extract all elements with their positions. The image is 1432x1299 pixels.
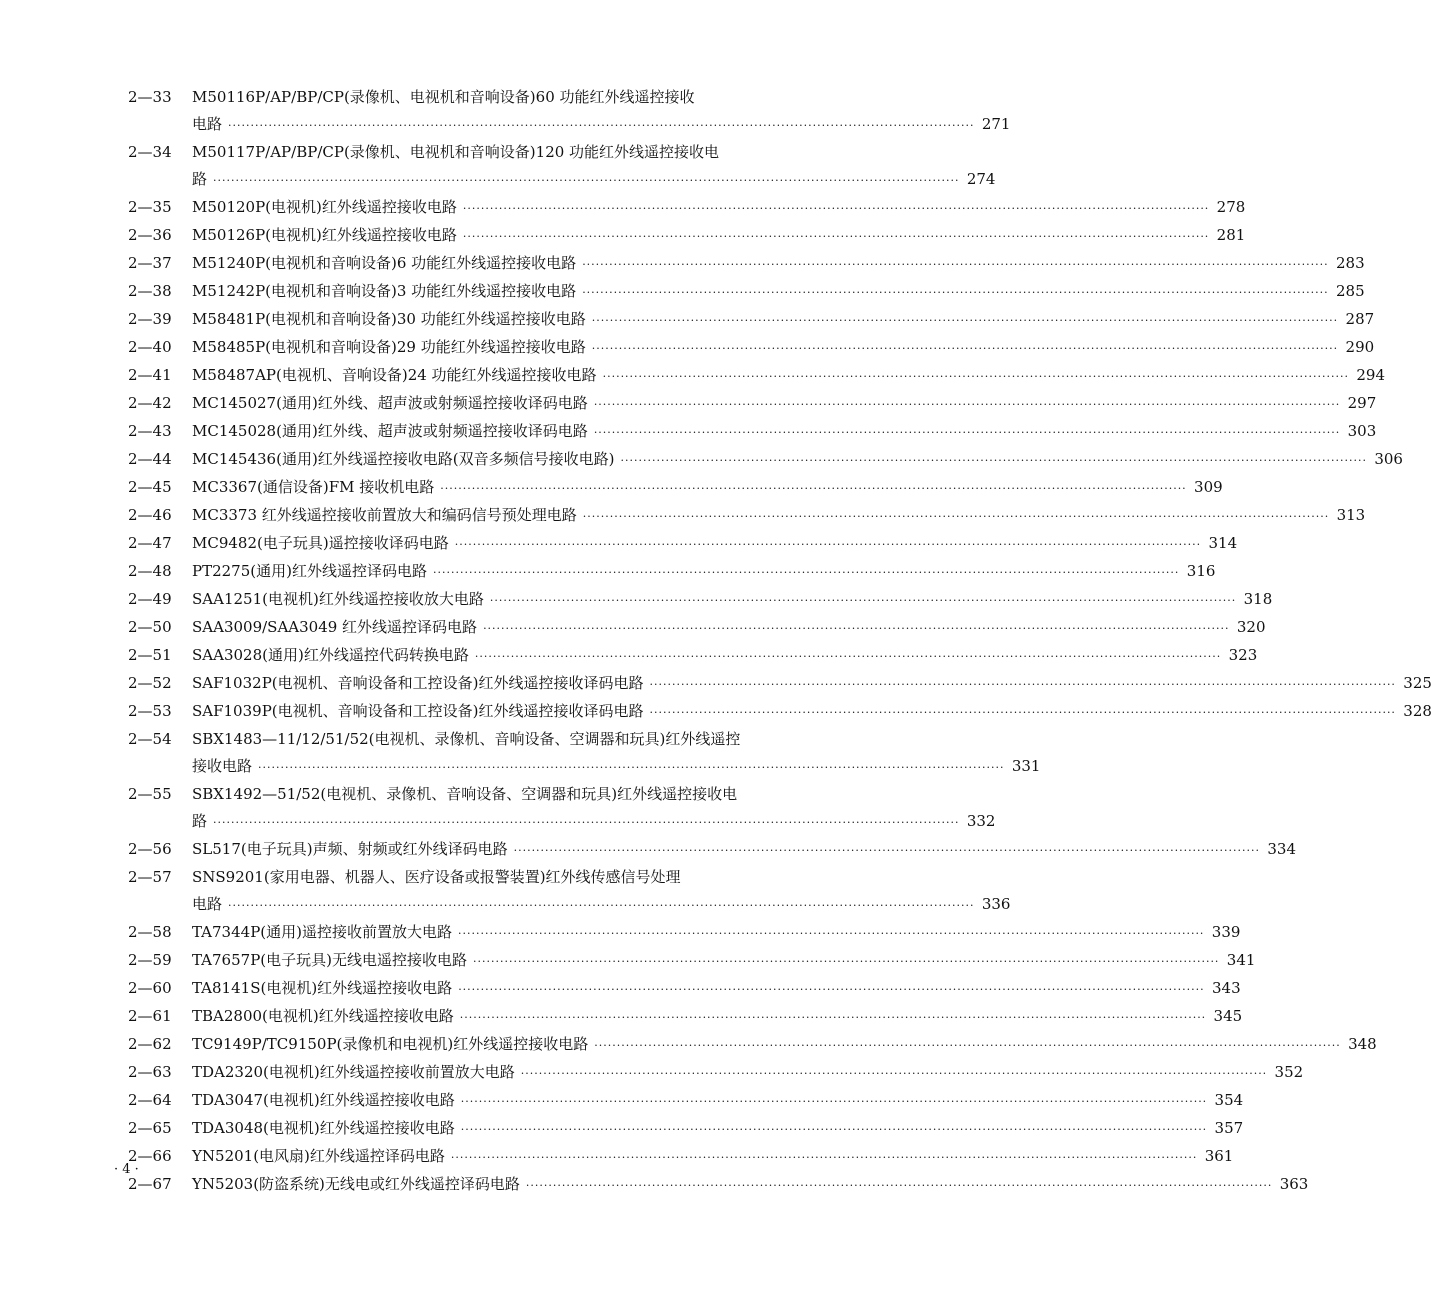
toc-entry-line (192, 418, 1377, 446)
dot-leader (594, 419, 1340, 446)
dot-leader (592, 307, 1338, 334)
toc-entry-number: 2—67 (128, 1175, 172, 1193)
toc-entry-page: 348 (1348, 1035, 1377, 1053)
toc-entry-line (192, 836, 1297, 864)
toc-entry-body (192, 1031, 1377, 1059)
dot-leader (526, 1172, 1272, 1199)
toc-entry-body (192, 1115, 1244, 1143)
toc-entry-number: 2—54 (128, 730, 172, 748)
toc-entry-title: MC145436(通用)红外线遥控接收电路(双音多频信号接收电路) (192, 450, 615, 468)
toc-entry-page: 281 (1216, 226, 1246, 244)
toc-entry-line (192, 1031, 1377, 1059)
dot-leader (621, 447, 1367, 474)
toc-entry-number: 2—45 (128, 478, 172, 496)
dot-leader (458, 920, 1204, 947)
toc-entry-line (192, 558, 1216, 586)
toc-entry-page: 336 (981, 895, 1011, 913)
toc-entry-line (192, 166, 996, 194)
toc-entry-body (192, 614, 1266, 642)
toc-entry-title: MC9482(电子玩具)遥控接收译码电路 (192, 534, 449, 552)
toc-entry-title: M50126P(电视机)红外线遥控接收电路 (192, 226, 457, 244)
toc-entry-body (192, 836, 1297, 864)
toc-entry-line (192, 1087, 1244, 1115)
toc-entry-page: 313 (1336, 506, 1366, 524)
toc-entry-page: 306 (1374, 450, 1403, 468)
toc-entry-body (192, 975, 1241, 1003)
toc-entry-line (192, 1171, 1309, 1199)
toc-entry-number: 2—34 (128, 143, 172, 161)
toc-entry-page: 290 (1345, 338, 1375, 356)
toc-entry-title: M51242P(电视机和音响设备)3 功能红外线遥控接收电路 (192, 282, 577, 300)
toc-entry (128, 250, 1365, 278)
toc-entry-body (192, 306, 1375, 334)
toc-entry-title: TDA3047(电视机)红外线遥控接收电路 (192, 1091, 455, 1109)
toc-entry-number: 2—40 (128, 338, 172, 356)
toc-entry-title: 电路 (192, 115, 223, 133)
toc-entry-body (192, 194, 1246, 222)
toc-entry-number: 2—43 (128, 422, 172, 440)
toc-entry-page: 341 (1226, 951, 1256, 969)
toc-entry-page: 345 (1213, 1007, 1243, 1025)
toc-entry-page: 328 (1403, 702, 1432, 720)
toc-entry (128, 781, 996, 836)
toc-entry-title: SBX1483—11/12/51/52(电视机、录像机、音响设备、空调器和玩具)红外线遥控 (192, 730, 741, 748)
toc-entry-number: 2—33 (128, 88, 172, 106)
toc-entry-title: SAF1032P(电视机、音响设备和工控设备)红外线遥控接收译码电路 (192, 674, 644, 692)
toc-entry (128, 502, 1366, 530)
toc-entry-line (192, 306, 1375, 334)
toc-entry-number: 2—51 (128, 646, 172, 664)
toc-entry (128, 334, 1375, 362)
dot-leader (490, 587, 1236, 614)
dot-leader (463, 195, 1209, 222)
toc-entry-title: PT2275(通用)红外线遥控译码电路 (192, 562, 427, 580)
toc-entry-title: TA7657P(电子玩具)无线电遥控接收电路 (192, 951, 467, 969)
toc-entry-body (192, 1059, 1304, 1087)
toc-entry (128, 446, 1403, 474)
toc-entry-title: M51240P(电视机和音响设备)6 功能红外线遥控接收电路 (192, 254, 577, 272)
toc-entry-page: 331 (1011, 757, 1041, 775)
toc-entry-line (192, 334, 1375, 362)
toc-entry-body (192, 642, 1258, 670)
dot-leader (582, 251, 1328, 278)
toc-entry (128, 222, 1246, 250)
toc-entry-line (192, 530, 1238, 558)
toc-entry-number: 2—48 (128, 562, 172, 580)
toc-entry-number: 2—52 (128, 674, 172, 692)
toc-entry-body (192, 1171, 1309, 1199)
toc-entry (128, 558, 1216, 586)
toc-entry-body (192, 222, 1246, 250)
dot-leader (473, 948, 1219, 975)
toc-entry-title: MC145027(通用)红外线、超声波或射频遥控接收译码电路 (192, 394, 588, 412)
toc-entry (128, 919, 1241, 947)
toc-entry-page: 332 (966, 812, 996, 830)
toc-entry-line (192, 446, 1403, 474)
toc-entry-number: 2—39 (128, 310, 172, 328)
toc-entry-title: M58481P(电视机和音响设备)30 功能红外线遥控接收电路 (192, 310, 586, 328)
toc-entry-line (192, 1115, 1244, 1143)
toc-entry-line (192, 278, 1365, 306)
toc-entry-line (192, 194, 1246, 222)
dot-leader (433, 559, 1179, 586)
dot-leader (475, 643, 1221, 670)
toc-entry-body (192, 250, 1365, 278)
dot-leader (582, 279, 1328, 306)
toc-entry (128, 614, 1266, 642)
toc-entry (128, 670, 1432, 698)
dot-leader (258, 754, 1004, 781)
toc-entry-body (192, 864, 1011, 919)
toc-entry-page: 314 (1208, 534, 1238, 552)
toc-entry-number: 2—58 (128, 923, 172, 941)
dot-leader (458, 976, 1204, 1003)
toc-entry-title: TDA3048(电视机)红外线遥控接收电路 (192, 1119, 455, 1137)
toc-entry (128, 139, 996, 194)
toc-entry-page: 339 (1211, 923, 1241, 941)
dot-leader (594, 1032, 1340, 1059)
toc-entry-line (192, 1003, 1243, 1031)
toc-entry-number: 2—42 (128, 394, 172, 412)
toc-entry-page: 334 (1267, 840, 1297, 858)
toc-entry-page: 357 (1214, 1119, 1244, 1137)
toc-entry-page: 287 (1345, 310, 1375, 328)
toc-entry-body (192, 418, 1377, 446)
toc-entry-page: 354 (1214, 1091, 1244, 1109)
toc-entry-title: TBA2800(电视机)红外线遥控接收电路 (192, 1007, 454, 1025)
toc-entry-title: M50116P/AP/BP/CP(录像机、电视机和音响设备)60 功能红外线遥控接收 (192, 88, 695, 106)
toc-entry-line (192, 642, 1258, 670)
toc-entry (128, 864, 1011, 919)
toc-entry-line (192, 614, 1266, 642)
dot-leader (592, 335, 1338, 362)
toc-entry-line (192, 947, 1256, 975)
toc-entry-line (192, 1143, 1234, 1171)
toc-entry-title: TC9149P/TC9150P(录像机和电视机)红外线遥控接收电路 (192, 1035, 589, 1053)
toc-entry-body (192, 698, 1432, 726)
toc-entry-body (192, 530, 1238, 558)
toc-entry-title: SL517(电子玩具)声频、射频或红外线译码电路 (192, 840, 508, 858)
toc-entry (128, 726, 1041, 781)
toc-entry-line (192, 975, 1241, 1003)
toc-entry-body (192, 558, 1216, 586)
toc-entry-number: 2—53 (128, 702, 172, 720)
toc-entry-page: 361 (1204, 1147, 1234, 1165)
toc-entry (128, 1003, 1243, 1031)
toc-entry-number: 2—65 (128, 1119, 172, 1137)
toc-entry-title: 接收电路 (192, 757, 253, 775)
toc-entry-title: MC3373 红外线遥控接收前置放大和编码信号预处理电路 (192, 506, 577, 524)
toc-entry-page: 316 (1186, 562, 1216, 580)
toc-entry-line (192, 502, 1366, 530)
toc-entry-line (192, 919, 1241, 947)
toc-entry-body (192, 947, 1256, 975)
toc-entry-number: 2—37 (128, 254, 172, 272)
toc-entry-number: 2—57 (128, 868, 172, 886)
dot-leader (228, 892, 974, 919)
toc-entry-title: M58487AP(电视机、音响设备)24 功能红外线遥控接收电路 (192, 366, 597, 384)
toc-entry-body (192, 1087, 1244, 1115)
toc-entry-title: SAA3009/SAA3049 红外线遥控译码电路 (192, 618, 478, 636)
toc-entry-title: YN5203(防盗系统)无线电或红外线遥控译码电路 (192, 1175, 520, 1193)
toc-entry-number: 2—59 (128, 951, 172, 969)
toc-entry-line (192, 362, 1386, 390)
dot-leader (228, 112, 974, 139)
dot-leader (514, 837, 1260, 864)
toc-entry-title: SBX1492—51/52(电视机、录像机、音响设备、空调器和玩具)红外线遥控接收电 (192, 785, 738, 803)
toc-entry-number: 2—55 (128, 785, 172, 803)
toc-entry-number: 2—62 (128, 1035, 172, 1053)
dot-leader (461, 1088, 1207, 1115)
toc-entry-title: M50120P(电视机)红外线遥控接收电路 (192, 198, 457, 216)
toc-entry-title: SAA3028(通用)红外线遥控代码转换电路 (192, 646, 469, 664)
dot-leader (213, 167, 959, 194)
toc-entry (128, 586, 1273, 614)
dot-leader (440, 475, 1186, 502)
toc-entry-title: M50117P/AP/BP/CP(录像机、电视机和音响设备)120 功能红外线遥控接收电 (192, 143, 720, 161)
page-number: · 4 · (114, 1162, 139, 1177)
toc-entry-body (192, 446, 1403, 474)
toc-entry-body (192, 278, 1365, 306)
toc-entry (128, 947, 1256, 975)
toc-entry-page: 318 (1243, 590, 1273, 608)
toc-entry-page: 309 (1194, 478, 1223, 496)
toc-entry-number: 2—56 (128, 840, 172, 858)
toc-entry-page: 271 (981, 115, 1011, 133)
toc-entry (128, 1031, 1377, 1059)
toc-entry-page: 283 (1335, 254, 1365, 272)
toc-entry-number: 2—38 (128, 282, 172, 300)
toc-entry-title: SAF1039P(电视机、音响设备和工控设备)红外线遥控接收译码电路 (192, 702, 644, 720)
toc-entry-page: 325 (1403, 674, 1432, 692)
toc-entry-line (192, 586, 1273, 614)
toc-entry-page: 285 (1335, 282, 1365, 300)
dot-leader (603, 363, 1349, 390)
toc-entry-number: 2—41 (128, 366, 172, 384)
dot-leader (583, 503, 1329, 530)
toc-entry-body (192, 139, 996, 194)
toc-entry-line (192, 222, 1246, 250)
toc-entry-title: TDA2320(电视机)红外线遥控接收前置放大电路 (192, 1063, 515, 1081)
toc-entry-number: 2—44 (128, 450, 172, 468)
toc-entry-line (192, 250, 1365, 278)
toc-entry-page: 278 (1216, 198, 1246, 216)
toc-entry (128, 836, 1297, 864)
toc-entry-page: 320 (1236, 618, 1266, 636)
toc-entry-page: 363 (1279, 1175, 1309, 1193)
toc-entry-page: 303 (1347, 422, 1377, 440)
toc-entry (128, 1143, 1234, 1171)
toc-entry (128, 698, 1432, 726)
toc-entry-line (192, 891, 1011, 919)
toc-entry (128, 1115, 1244, 1143)
toc-entry-title: 路 (192, 812, 208, 830)
toc-entry-number: 2—63 (128, 1063, 172, 1081)
toc-entry-body (192, 390, 1377, 418)
toc-entry-title: M58485P(电视机和音响设备)29 功能红外线遥控接收电路 (192, 338, 586, 356)
toc-entry-number: 2—66 (128, 1147, 172, 1165)
toc-entry-line (192, 390, 1377, 418)
dot-leader (460, 1004, 1206, 1031)
toc-entry-body (192, 586, 1273, 614)
toc-entry-title: SAA1251(电视机)红外线遥控接收放大电路 (192, 590, 484, 608)
toc-entry-body (192, 1003, 1243, 1031)
toc-entry (128, 84, 1011, 139)
toc-entry (128, 1171, 1309, 1199)
dot-leader (463, 223, 1209, 250)
toc-entry (128, 362, 1386, 390)
toc-entry-number: 2—46 (128, 506, 172, 524)
dot-leader (213, 809, 959, 836)
dot-leader (455, 531, 1201, 558)
toc-entry-page: 294 (1356, 366, 1386, 384)
toc-entry (128, 1059, 1304, 1087)
dot-leader (461, 1116, 1207, 1143)
toc-entry (128, 975, 1241, 1003)
toc-entry-number: 2—64 (128, 1091, 172, 1109)
toc-entry-number: 2—47 (128, 534, 172, 552)
toc-entry-title: 电路 (192, 895, 223, 913)
toc-entry-line (192, 808, 996, 836)
toc-entry-number: 2—50 (128, 618, 172, 636)
toc-entry-body (192, 1143, 1234, 1171)
toc-entry (128, 278, 1365, 306)
toc-entry-line (192, 111, 1011, 139)
toc-entry-title: MC145028(通用)红外线、超声波或射频遥控接收译码电路 (192, 422, 588, 440)
dot-leader (451, 1144, 1197, 1171)
toc-entry (128, 194, 1246, 222)
toc-entry-page: 343 (1211, 979, 1241, 997)
toc-entry-line (192, 753, 1041, 781)
dot-leader (594, 391, 1340, 418)
table-of-contents (128, 84, 1432, 1199)
toc-entry-number: 2—49 (128, 590, 172, 608)
toc-entry-page: 352 (1274, 1063, 1304, 1081)
toc-entry-body (192, 919, 1241, 947)
toc-entry (128, 306, 1375, 334)
toc-entry-title: TA8141S(电视机)红外线遥控接收电路 (192, 979, 453, 997)
toc-entry-title: TA7344P(通用)遥控接收前置放大电路 (192, 923, 452, 941)
toc-entry (128, 474, 1223, 502)
toc-entry (128, 642, 1258, 670)
toc-entry-line (192, 698, 1432, 726)
toc-entry-number: 2—60 (128, 979, 172, 997)
toc-entry-line (192, 670, 1432, 698)
dot-leader (483, 615, 1229, 642)
toc-entry-page: 274 (966, 170, 996, 188)
dot-leader (650, 671, 1396, 698)
toc-entry-title: YN5201(电风扇)红外线遥控译码电路 (192, 1147, 445, 1165)
toc-entry-body (192, 84, 1011, 139)
dot-leader (521, 1060, 1267, 1087)
toc-entry-page: 323 (1228, 646, 1258, 664)
toc-entry (128, 1087, 1244, 1115)
toc-entry-body (192, 781, 996, 836)
toc-entry-body (192, 670, 1432, 698)
toc-entry-body (192, 726, 1041, 781)
toc-entry-body (192, 334, 1375, 362)
toc-entry-line (192, 474, 1223, 502)
toc-entry-title: 路 (192, 170, 208, 188)
toc-entry-number: 2—61 (128, 1007, 172, 1025)
toc-entry-title: SNS9201(家用电器、机器人、医疗设备或报警装置)红外线传感信号处理 (192, 868, 681, 886)
toc-entry (128, 418, 1377, 446)
toc-entry-body (192, 362, 1386, 390)
toc-entry (128, 530, 1238, 558)
toc-entry-page: 297 (1347, 394, 1377, 412)
toc-entry-number: 2—36 (128, 226, 172, 244)
dot-leader (650, 699, 1396, 726)
toc-entry-line (192, 1059, 1304, 1087)
toc-entry (128, 390, 1377, 418)
toc-entry-body (192, 474, 1223, 502)
toc-entry-title: MC3367(通信设备)FM 接收机电路 (192, 478, 435, 496)
toc-entry-body (192, 502, 1366, 530)
toc-entry-number: 2—35 (128, 198, 172, 216)
